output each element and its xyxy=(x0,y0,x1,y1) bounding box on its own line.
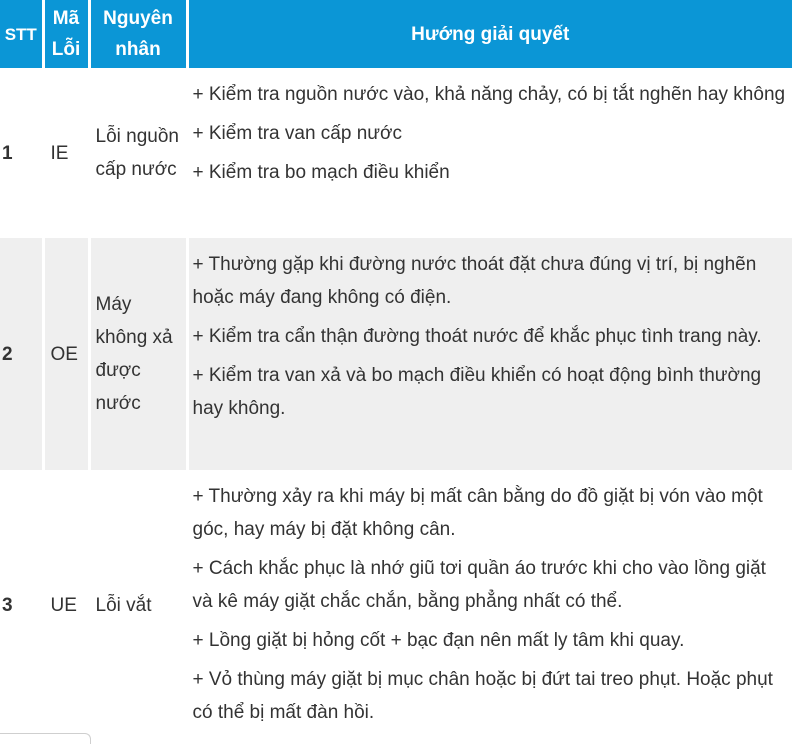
error-code: IE xyxy=(43,68,89,238)
solution-list xyxy=(187,238,792,470)
row-number: 2 xyxy=(0,238,43,470)
header-stt: STT xyxy=(0,0,43,68)
solution-list xyxy=(187,470,792,740)
solution-item: + Vỏ thùng máy giặt bị mục chân hoặc bị đứt tai treo phụt. Hoặc phụt có thể bị mất đàn hồi. xyxy=(192,669,773,723)
solution-item: + Kiểm tra van cấp nước xyxy=(192,123,402,144)
table-row xyxy=(0,470,792,740)
solution-item: + Thường gặp khi đường nước thoát đặt chưa đúng vị trí, bị nghẽn hoặc máy đang không có điện. xyxy=(192,254,757,308)
solution-item: + Lồng giặt bị hỏng cốt + bạc đạn nên mất ly tâm khi quay. xyxy=(192,630,685,651)
table-row xyxy=(0,238,792,470)
solution-item: + Thường xảy ra khi máy bị mất cân bằng do đồ giặt bị vón vào một góc, hay máy bị đặt không cân. xyxy=(192,486,763,540)
solution-item: + Kiểm tra nguồn nước vào, khả năng chảy, có bị tắt nghẽn hay không xyxy=(192,84,786,105)
solution-item: + Kiểm tra bo mạch điều khiển xyxy=(192,162,450,183)
error-cause: Lỗi vắt xyxy=(89,470,187,740)
row-number: 3 xyxy=(0,470,43,740)
table-header-row xyxy=(0,0,792,68)
header-solution: Hướng giải quyết xyxy=(187,0,792,68)
solution-item: + Kiểm tra cẩn thận đường thoát nước để khắc phục tình trang này. xyxy=(192,326,762,347)
error-code: UE xyxy=(43,470,89,740)
table-row xyxy=(0,68,792,238)
error-code: OE xyxy=(43,238,89,470)
solution-list xyxy=(187,68,792,238)
solution-item: + Cách khắc phục là nhớ giũ tơi quần áo trước khi cho vào lồng giặt và kê máy giặt chắc chắn, bằng phẳng nhất có thể. xyxy=(192,558,766,612)
header-cause: Nguyên nhân xyxy=(89,0,187,68)
error-cause: Lỗi nguồn cấp nước xyxy=(89,68,187,238)
solution-item: + Kiểm tra van xả và bo mạch điều khiển có hoạt động bình thường hay không. xyxy=(192,365,762,419)
row-number: 1 xyxy=(0,68,43,238)
table-corner-divider xyxy=(0,733,91,744)
header-error-code: Mã Lỗi xyxy=(43,0,89,68)
error-cause: Máy không xả được nước xyxy=(89,238,187,470)
